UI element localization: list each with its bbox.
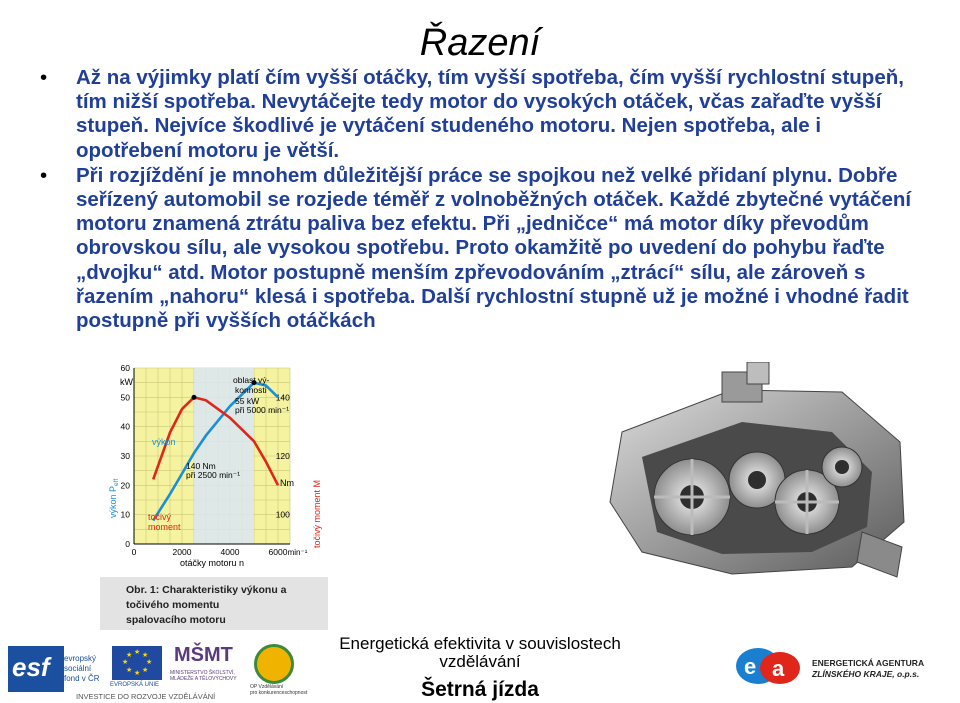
x-axis-label: otáčky motoru n <box>180 558 245 568</box>
y-left-tick-label: 40 <box>120 421 130 432</box>
y-left-tick-label: 30 <box>120 451 130 461</box>
peak-marker <box>192 395 197 400</box>
chart-caption: Obr. 1: Charakteristiky výkonu a točivého momentu spalovacího motoru <box>100 577 328 630</box>
power-series-label: výkon <box>152 437 176 447</box>
x-unit-label: min⁻¹ <box>287 548 308 557</box>
y-right-axis-label: točivý moment M <box>312 479 322 548</box>
op-vk-logo <box>254 644 294 684</box>
y-left-tick-label: 0 <box>125 539 130 549</box>
svg-text:★: ★ <box>126 666 133 674</box>
svg-text:★: ★ <box>126 651 133 659</box>
svg-text:★: ★ <box>134 669 141 677</box>
investment-slogan: INVESTICE DO ROZVOJE VZDĚLÁVÁNÍ <box>76 692 216 701</box>
torque-series-label-1: točivý <box>148 512 172 522</box>
highlight-label-1: oblast vý- <box>233 375 270 385</box>
svg-text:★: ★ <box>122 658 129 666</box>
x-tick-label: 6000 <box>268 547 288 557</box>
svg-text:a: a <box>772 656 785 681</box>
footer <box>0 632 960 703</box>
ea-logo-text: ENERGETICKÁ AGENTURA ZLÍNSKÉHO KRAJE, o.p.s. <box>812 658 925 679</box>
bullet-item: • Při rozjíždění je mnohem důležitější práce se spojkou než velké přidaní plynu. Dobře seřízený automobil se rozjede téměř z volnoběžných otáček. Každé zbytečné vytáčení motoru znamená ztrátu paliva bez efektu. Při „jedničce“ má motor díky převodům obrovskou sílu, ale vysokou spotřebu. Proto okamžitě po uvedení do pohybu řaďte „dvojku“ atd. Motor postupně menším zpřevodováním „ztrácí“ sílu, ale zároveň s řazením „nahoru“ klesá i spotřeba. Další rychlostní stupně už je možné i vhodné řadit postupně při vyšších otáčkách <box>40 164 920 333</box>
power-peak-label-2: při 5000 min⁻¹ <box>235 405 290 415</box>
y-left-unit-label: kW <box>120 377 133 387</box>
torque-peak-label-2: při 2500 min⁻¹ <box>186 470 241 480</box>
esf-logo-text: evropský sociální fond v ČR <box>64 654 100 683</box>
y-left-tick-label: 60 <box>120 363 130 373</box>
x-tick-label: 0 <box>131 547 137 557</box>
msmt-logo: MŠMT <box>174 644 233 666</box>
power-peak-label-1: 55 kW <box>235 396 260 406</box>
engine-characteristics-chart <box>100 358 328 630</box>
svg-text:★: ★ <box>142 651 149 659</box>
ea-logo-icon <box>732 644 804 688</box>
slide-title: Řazení <box>419 22 541 64</box>
torque-peak-label-1: 140 Nm <box>186 461 216 471</box>
y-left-tick-label: 50 <box>120 392 130 403</box>
y-left-tick-label: 20 <box>120 480 130 491</box>
op-vk-logo-text: OP Vzdělávání pro konkurenceschopnost <box>250 684 308 696</box>
y-left-axis-label: výkon $P_{eff}$ <box>108 478 120 518</box>
x-tick-label: 4000 <box>220 547 240 557</box>
torque-series-label-2: moment <box>148 522 181 532</box>
x-tick-label: 2000 <box>172 547 192 557</box>
footer-project-line2: vzdělávání <box>439 652 521 671</box>
y-right-tick-label: 120 <box>275 451 290 461</box>
eu-stars-icon <box>112 646 162 680</box>
eu-flag-logo <box>112 646 162 680</box>
msmt-logo-text: MINISTERSTVO ŠKOLSTVÍ, MLÁDEŽE A TĚLOVÝCHOVY <box>170 670 237 682</box>
y-right-unit-label: Nm <box>280 478 294 488</box>
svg-text:★: ★ <box>146 658 153 666</box>
y-right-tick-label: 140 <box>275 392 290 403</box>
svg-text:★: ★ <box>134 648 141 656</box>
highlight-label-2: konnosti <box>235 385 267 395</box>
eu-logo-text: EVROPSKÁ UNIE <box>110 682 160 688</box>
gearbox-cutaway-image <box>582 362 920 592</box>
svg-text:e: e <box>744 654 757 679</box>
y-left-tick-label: 10 <box>120 509 130 520</box>
footer-project-line1: Energetická efektivita v souvislostech <box>339 634 621 653</box>
bullet-list <box>40 66 920 333</box>
svg-text:★: ★ <box>142 666 149 674</box>
footer-topic: Šetrná jízda <box>421 678 539 701</box>
ea-logo <box>732 644 804 688</box>
y-right-tick-label: 100 <box>275 509 290 520</box>
chart-plot <box>100 358 328 580</box>
bullet-item: • Až na výjimky platí čím vyšší otáčky, tím vyšší spotřeba, čím vyšší rychlostní stupeň, tím nižší spotřeba. Nevytáčejte tedy motor do vysokých otáček, včas zařaďte vyšší stupeň. Nejvíce škodlivé je vytáčení studeného motoru. Nejen spotřeba, ale i opotřebení motoru je větší. <box>40 66 920 163</box>
esf-logo: esf <box>8 646 64 692</box>
